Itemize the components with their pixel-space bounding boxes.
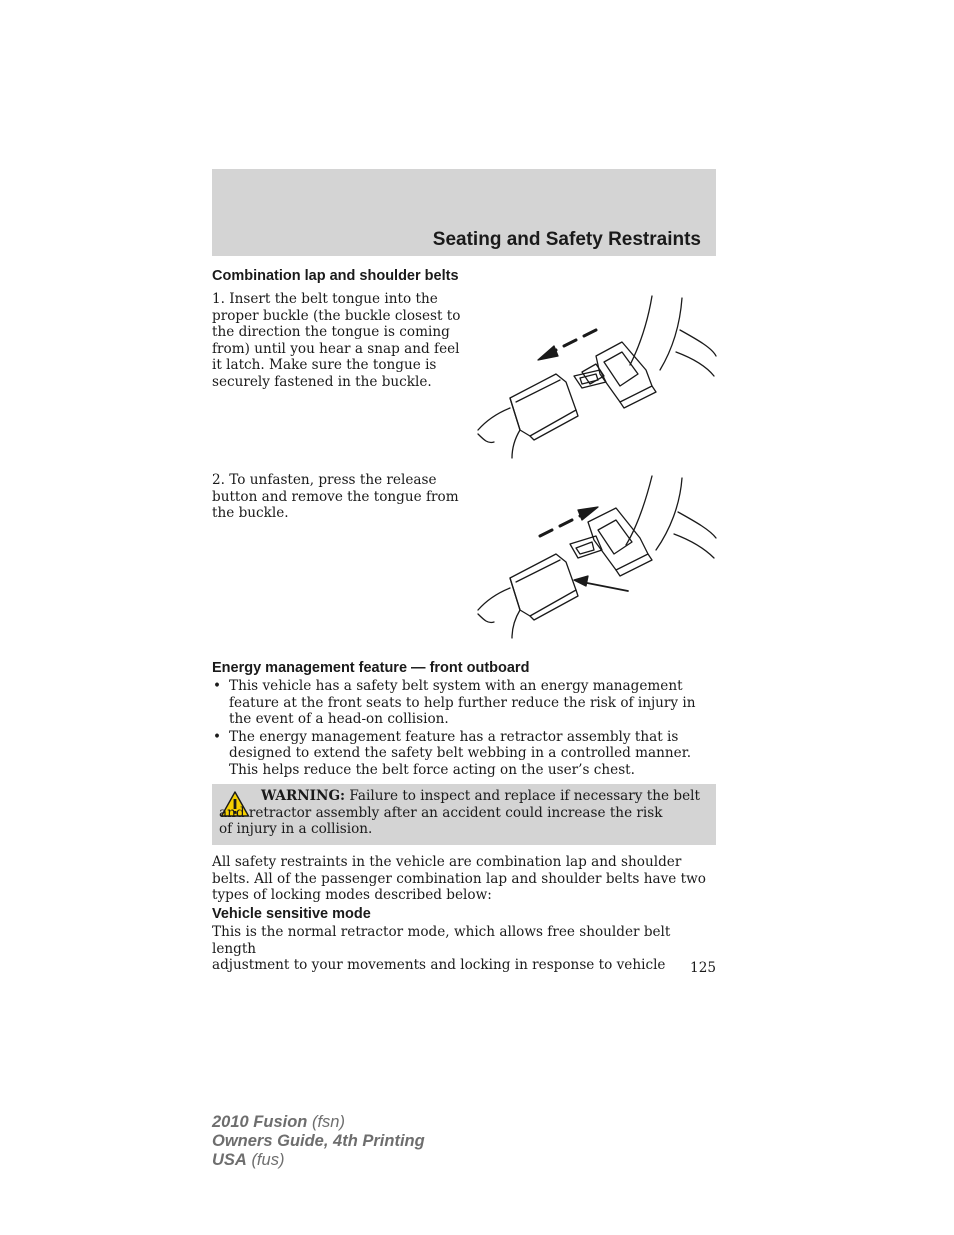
- bullet-line: designed to extend the safety belt webbing in a controlled manner.: [229, 745, 692, 761]
- paragraph-line: adjustment to your movements and locking in response to vehicle: [212, 957, 666, 973]
- bullet-line: The energy management feature has a retractor assembly that is: [229, 728, 679, 745]
- warning-line: Failure to inspect and replace if necessary the belt: [345, 788, 700, 804]
- step1-line: from) until you hear a snap and feel: [212, 340, 460, 357]
- step1-line: the direction the tongue is coming: [212, 324, 450, 340]
- warning-label: WARNING:: [261, 788, 346, 804]
- footer-region-code: (fus): [251, 1151, 285, 1169]
- step1-line: 1. Insert the belt tongue into the: [212, 291, 438, 307]
- step1-instruction: [212, 291, 470, 390]
- energy-bullet-list: [212, 678, 716, 779]
- bullet-item: [212, 678, 716, 728]
- vehicle-mode-paragraph: [212, 924, 716, 974]
- step2-line: 2. To unfasten, press the release: [212, 472, 437, 488]
- footer-region: USA: [212, 1151, 247, 1169]
- section-header-band: [212, 169, 716, 256]
- step2-line: the buckle.: [212, 505, 289, 521]
- bullet-line: feature at the front seats to help further reduce the risk of injury in: [229, 694, 696, 711]
- bullet-dot: •: [213, 678, 222, 694]
- step1-line: it latch. Make sure the tongue is: [212, 357, 437, 373]
- restraints-paragraph: [212, 854, 716, 904]
- bullet-line: This vehicle has a safety belt system with an energy management: [229, 678, 683, 694]
- buckle-insert-illustration: [470, 290, 720, 462]
- warning-text: [219, 788, 707, 838]
- page-number: 125: [690, 960, 716, 976]
- bullet-item: [212, 729, 716, 779]
- warning-line: of injury in a collision.: [219, 821, 373, 837]
- paragraph-line: types of locking modes described below:: [212, 887, 492, 903]
- paragraph-line: belts. All of the passenger combination lap and shoulder belts have two: [212, 870, 706, 887]
- warning-box: [212, 784, 716, 845]
- footer-guide-line: [212, 1132, 425, 1151]
- vehicle-mode-heading: Vehicle sensitive mode: [212, 906, 371, 922]
- paragraph-line: All safety restraints in the vehicle are combination lap and shoulder: [212, 854, 682, 870]
- paragraph-line: This is the normal retractor mode, which allows free shoulder belt length: [212, 924, 671, 957]
- footer-guide: Owners Guide, 4th Printing: [212, 1132, 425, 1150]
- step2-line: button and remove the tongue from: [212, 488, 459, 505]
- bullet-dot: •: [213, 728, 222, 745]
- footer-region-line: [212, 1151, 425, 1170]
- combination-belts-heading: Combination lap and shoulder belts: [212, 268, 459, 284]
- footer-model-line: [212, 1113, 425, 1132]
- footer-model-code: (fsn): [311, 1113, 345, 1131]
- energy-management-heading: Energy management feature — front outboard: [212, 660, 530, 676]
- buckle-release-illustration: [470, 470, 720, 642]
- step1-line: securely fastened in the buckle.: [212, 373, 432, 390]
- footer-model: 2010 Fusion: [212, 1113, 308, 1131]
- step2-instruction: [212, 472, 470, 522]
- document-footer: [212, 1113, 425, 1170]
- step1-line: proper buckle (the buckle closest to: [212, 307, 461, 324]
- warning-line: and retractor assembly after an accident could increase the risk: [219, 804, 663, 821]
- section-title: Seating and Safety Restraints: [432, 229, 701, 250]
- bullet-line: This helps reduce the belt force acting on the user’s chest.: [229, 761, 635, 778]
- bullet-line: the event of a head-on collision.: [229, 711, 449, 727]
